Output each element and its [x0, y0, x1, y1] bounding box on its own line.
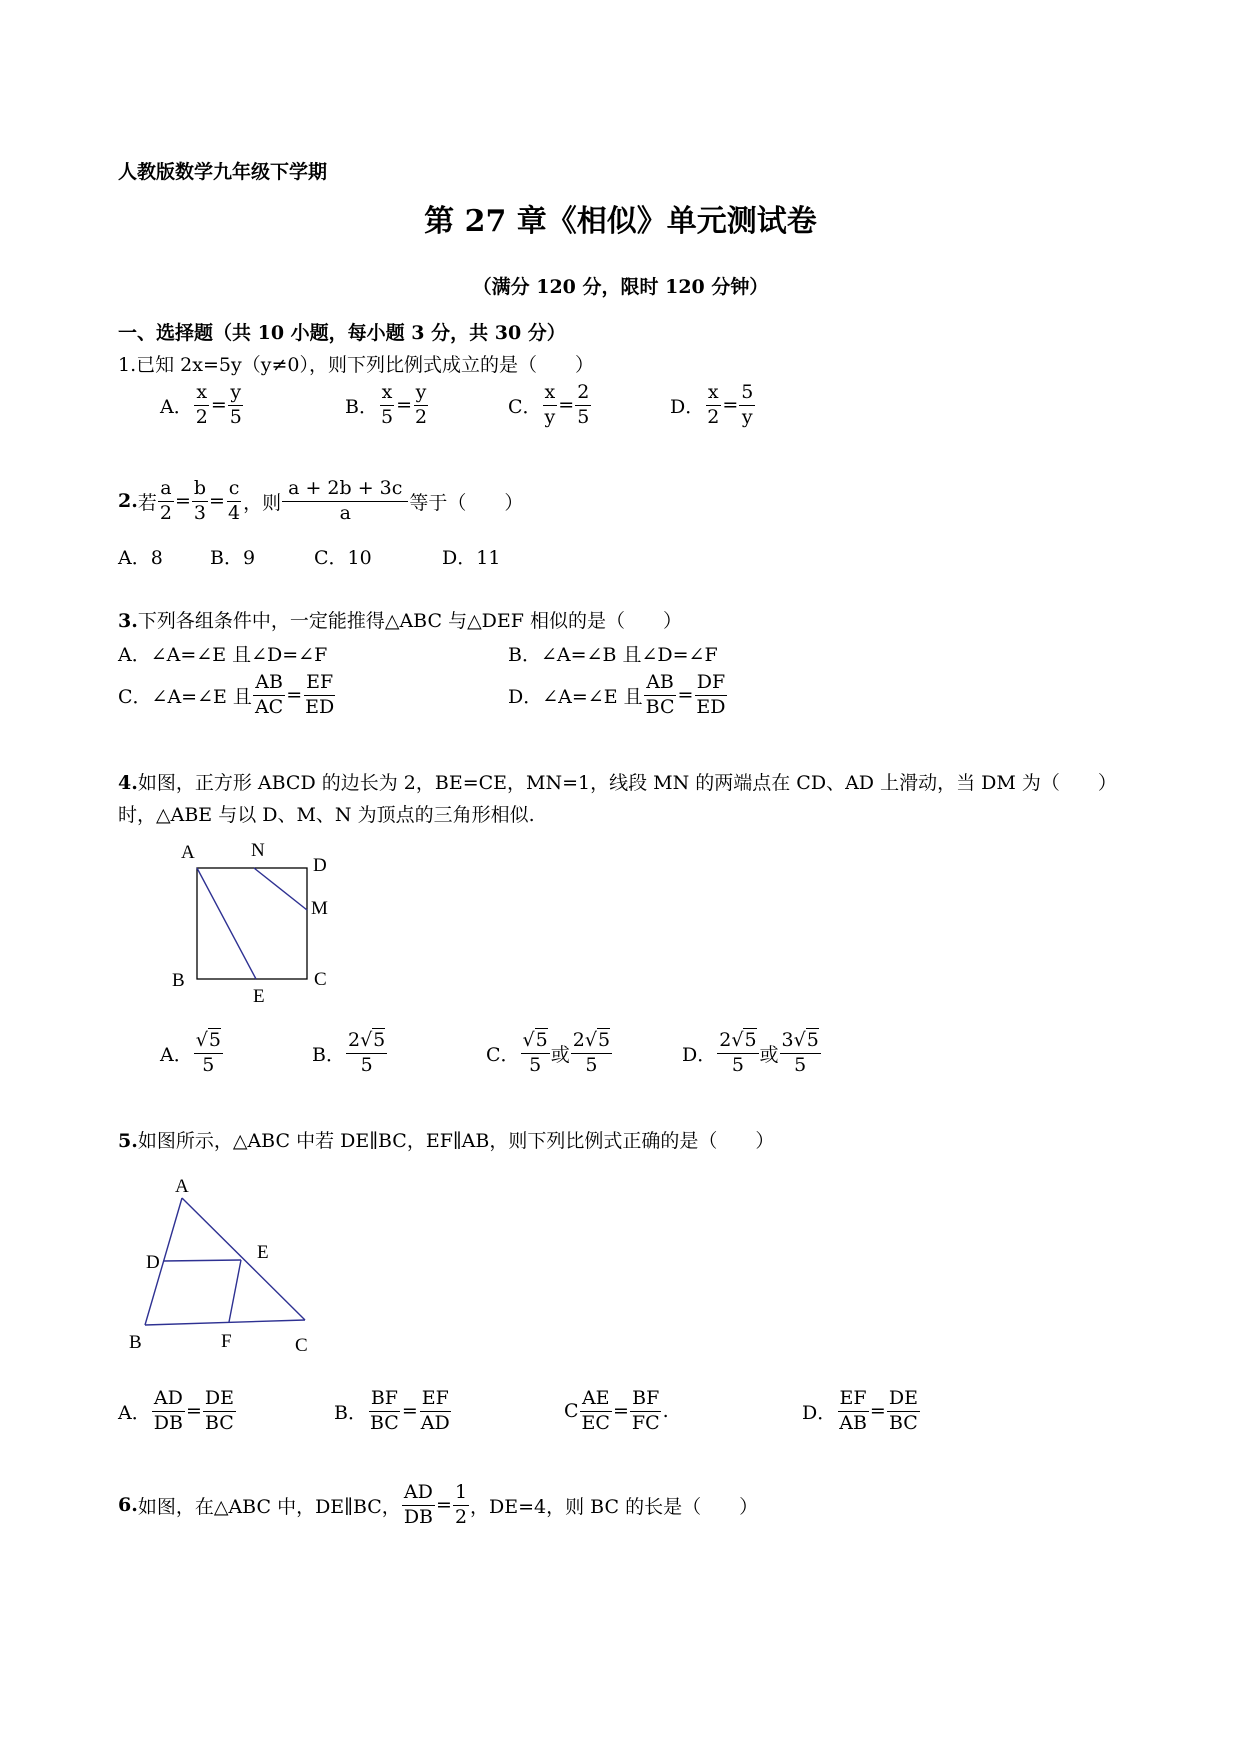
question-5-stem: 5.如图所示，△ABC 中若 DE∥BC，EF∥AB，则下列比例式正确的是（ ）: [118, 1130, 775, 1152]
q3-option-a: A．∠A=∠E 且∠D=∠F: [118, 644, 328, 666]
q3-option-d: D．∠A=∠E 且 $\frac{AB}{BC}$ = $\frac{DF}{ED}$: [508, 671, 726, 718]
q5-option-d: D． $\frac{EF}{AB}$ = $\frac{DE}{BC}$: [802, 1387, 918, 1434]
label-m: M: [311, 898, 328, 919]
question-4-stem: 4.如图，正方形 ABCD 的边长为 2，BE=CE，MN=1，线段 MN 的两端点在 CD、AD 上滑动，当 DM 为（ ）: [118, 772, 1117, 794]
q4-option-a: A． $\frac{√5}{5}$: [160, 1029, 221, 1076]
label-a: A: [181, 842, 195, 863]
label-b: B: [172, 970, 185, 991]
label-c: C: [314, 969, 327, 990]
question-6-stem: 6. 如图，在△ABC 中，DE∥BC， $\frac{AD}{DB}$ = $\frac{1}{2}$ ，DE=4，则 BC 的长是（ ）: [118, 1481, 759, 1528]
side-bc: [145, 1320, 305, 1325]
q5-option-b: B． $\frac{BF}{BC}$ = $\frac{EF}{AD}$: [334, 1387, 450, 1434]
q2-option-b: B．9: [210, 547, 256, 569]
label-f: F: [221, 1331, 232, 1352]
side-ac: [182, 1198, 305, 1320]
label-n: N: [251, 840, 265, 861]
label-a: A: [175, 1176, 189, 1197]
label-e: E: [257, 1242, 269, 1263]
q4-option-b: B． $\frac{2√5}{5}$: [312, 1029, 386, 1076]
q4-option-d: D． $\frac{2√5}{5}$ 或 $\frac{3√5}{5}$: [682, 1029, 819, 1076]
q5-triangle-figure: [120, 1170, 320, 1360]
q1-option-a: A． $\frac{x}{2}$ = $\frac{y}{5}$: [160, 381, 242, 428]
question-1-stem: 1.已知 2x=5y（y≠0），则下列比例式成立的是（ ）: [118, 354, 594, 376]
section-heading: 一、选择题（共 10 小题，每小题 3 分，共 30 分）: [118, 322, 566, 344]
segment-nm: [254, 868, 307, 910]
q5-option-c: C $\frac{AE}{EC}$ = $\frac{BF}{FC}$ .: [564, 1387, 669, 1434]
label-d: D: [313, 855, 327, 876]
series-title: 人教版数学九年级下学期: [118, 161, 328, 183]
q4-square-figure: [150, 830, 370, 1015]
q2-option-d: D．11: [442, 547, 501, 569]
q2-option-c: C．10: [314, 547, 372, 569]
page-title: 第 27 章《相似》单元测试卷: [424, 204, 817, 239]
q2-option-a: A．8: [118, 547, 163, 569]
segment-de: [163, 1260, 241, 1261]
q4-option-c: C． $\frac{√5}{5}$ 或 $\frac{2√5}{5}$: [486, 1029, 611, 1076]
question-2-stem: 2. 若 $\frac{a}{2}$ = $\frac{b}{3}$ = $\frac{c}{4}$ ，则 $\frac{a + 2b + 3c}{a}$ 等于（ ）: [118, 477, 524, 524]
label-e: E: [253, 986, 265, 1007]
label-c: C: [295, 1335, 308, 1356]
square-abcd: [197, 868, 307, 979]
q1-option-c: C． $\frac{x}{y}$ = $\frac{2}{5}$: [508, 381, 590, 428]
q5-option-a: A． $\frac{AD}{DB}$ = $\frac{DE}{BC}$: [118, 1387, 234, 1434]
q3-option-c: C．∠A=∠E 且 $\frac{AB}{AC}$ = $\frac{EF}{ED}$: [118, 671, 335, 718]
question-3-stem: 3.下列各组条件中，一定能推得△ABC 与△DEF 相似的是（ ）: [118, 610, 683, 632]
q1-option-d: D． $\frac{x}{2}$ = $\frac{5}{y}$: [670, 381, 754, 428]
label-d: D: [146, 1252, 160, 1273]
segment-ae: [197, 868, 256, 979]
label-b: B: [129, 1332, 142, 1353]
page-subtitle: （满分 120 分，限时 120 分钟）: [472, 276, 769, 298]
q3-option-b: B．∠A=∠B 且∠D=∠F: [508, 644, 718, 666]
segment-ef: [229, 1260, 241, 1322]
q1-option-b: B． $\frac{x}{5}$ = $\frac{y}{2}$: [345, 381, 428, 428]
question-4-stem-cont: 时，△ABE 与以 D、M、N 为顶点的三角形相似.: [118, 804, 535, 826]
